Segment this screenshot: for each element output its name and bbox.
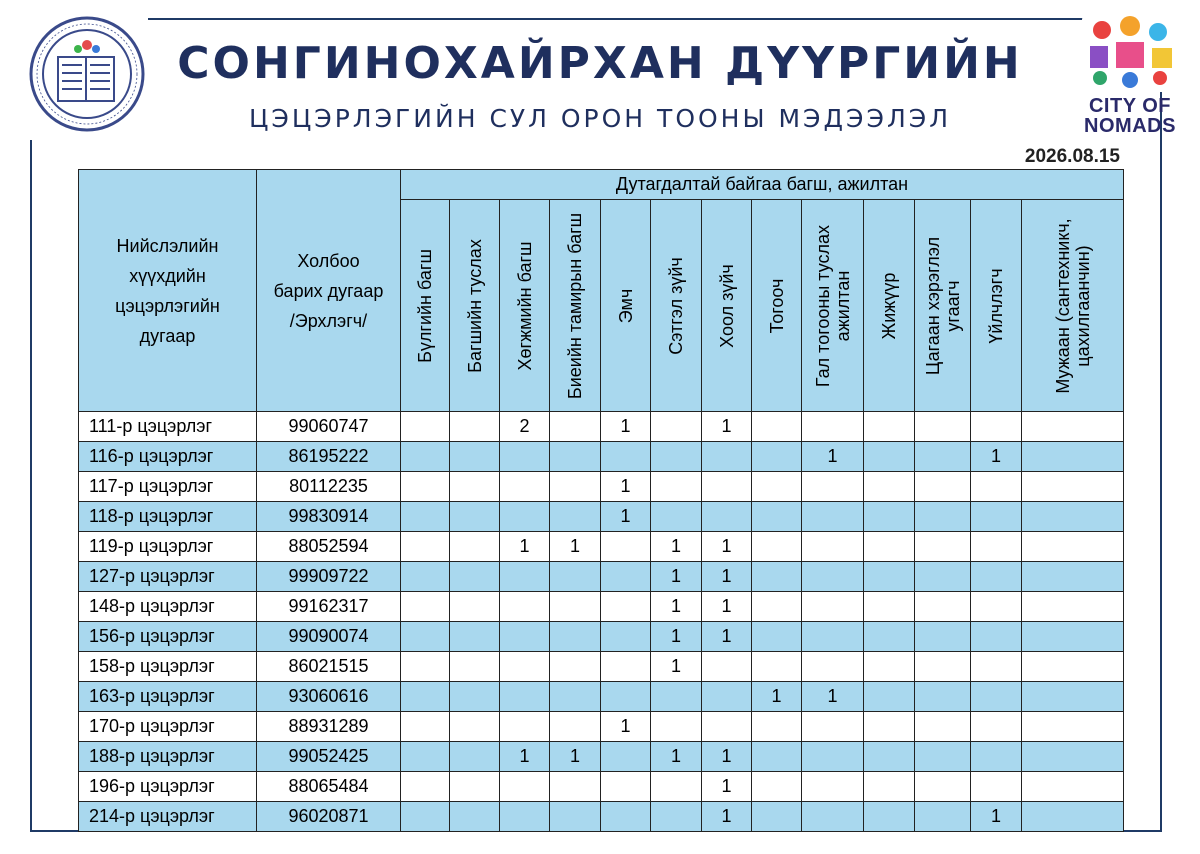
kindergarten-name-cell: 117-р цэцэрлэг — [79, 472, 257, 502]
vacancy-count-cell — [752, 772, 802, 802]
vacancy-count-cell: 1 — [601, 502, 651, 532]
position-header-label: Багшийн туслах — [464, 238, 485, 373]
position-header-label: Гал тогооны туслах ажилтан — [812, 224, 853, 387]
vacancy-count-cell — [651, 712, 702, 742]
vacancy-count-cell — [1022, 772, 1124, 802]
page-title: СОНГИНОХАЙРХАН ДҮҮРГИЙН — [177, 38, 1023, 89]
kindergarten-name-cell: 111-р цэцэрлэг — [79, 412, 257, 442]
vacancy-count-cell: 1 — [702, 802, 752, 832]
vacancy-count-cell — [702, 712, 752, 742]
vacancy-count-cell — [971, 532, 1022, 562]
table-row — [79, 502, 1124, 532]
vacancy-count-cell — [601, 532, 651, 562]
vacancy-count-cell — [651, 802, 702, 832]
vacancy-count-cell — [450, 802, 500, 832]
vacancy-count-cell — [971, 562, 1022, 592]
vacancy-count-cell — [601, 442, 651, 472]
position-header — [401, 200, 450, 412]
table-row — [79, 682, 1124, 712]
vacancy-count-cell: 1 — [752, 682, 802, 712]
vacancy-count-cell — [401, 622, 450, 652]
vacancy-count-cell — [1022, 652, 1124, 682]
education-department-logo — [28, 15, 146, 133]
vacancy-count-cell — [550, 802, 601, 832]
vacancy-count-cell: 1 — [971, 802, 1022, 832]
vacancy-count-cell — [915, 622, 971, 652]
vacancy-count-cell — [915, 442, 971, 472]
vacancy-count-cell — [802, 472, 864, 502]
vacancy-count-cell — [500, 442, 550, 472]
vacancy-count-cell — [915, 412, 971, 442]
phone-cell: 80112235 — [257, 472, 401, 502]
vacancy-count-cell — [915, 562, 971, 592]
vacancy-count-cell — [651, 502, 702, 532]
vacancy-count-cell: 1 — [651, 742, 702, 772]
vacancy-count-cell — [651, 472, 702, 502]
vacancy-count-cell — [802, 502, 864, 532]
vacancy-count-cell — [550, 412, 601, 442]
vacancy-count-cell — [601, 772, 651, 802]
vacancy-count-cell — [752, 802, 802, 832]
vacancy-count-cell — [1022, 622, 1124, 652]
kindergarten-name-cell: 116-р цэцэрлэг — [79, 442, 257, 472]
vacancy-count-cell — [601, 802, 651, 832]
position-header — [752, 200, 802, 412]
kindergarten-name-cell: 119-р цэцэрлэг — [79, 532, 257, 562]
vacancy-count-cell: 1 — [702, 412, 752, 442]
vacancy-count-cell — [864, 442, 915, 472]
vacancy-count-cell — [802, 532, 864, 562]
vacancy-count-cell — [450, 412, 500, 442]
position-header — [500, 200, 550, 412]
vacancy-count-cell — [550, 562, 601, 592]
vacancy-count-cell — [752, 442, 802, 472]
vacancy-count-cell: 1 — [702, 622, 752, 652]
vacancy-count-cell — [864, 412, 915, 442]
phone-cell: 88052594 — [257, 532, 401, 562]
vacancy-count-cell — [915, 772, 971, 802]
vacancy-count-cell: 1 — [601, 472, 651, 502]
position-header — [971, 200, 1022, 412]
position-header-label: Үйлчлэгч — [986, 267, 1006, 344]
vacancy-count-cell — [864, 622, 915, 652]
vacancy-count-cell — [401, 802, 450, 832]
table-row — [79, 592, 1124, 622]
phone-cell: 88065484 — [257, 772, 401, 802]
vacancy-count-cell — [500, 622, 550, 652]
position-header-label: Биеийн тамирын багш — [565, 212, 585, 399]
table-row — [79, 442, 1124, 472]
vacancy-count-cell — [550, 682, 601, 712]
kindergarten-name-cell: 156-р цэцэрлэг — [79, 622, 257, 652]
vacancy-count-cell — [752, 472, 802, 502]
vacancy-count-cell — [702, 652, 752, 682]
vacancy-count-cell — [1022, 562, 1124, 592]
vacancy-count-cell: 1 — [702, 532, 752, 562]
vacancy-table — [78, 169, 1124, 832]
position-header — [601, 200, 651, 412]
position-header — [915, 200, 971, 412]
vacancy-count-cell — [915, 532, 971, 562]
position-header — [1022, 200, 1124, 412]
vacancy-count-cell — [915, 472, 971, 502]
vacancy-count-cell — [500, 682, 550, 712]
frame-left-line — [30, 140, 32, 830]
vacancy-count-cell — [915, 742, 971, 772]
vacancy-count-cell — [864, 742, 915, 772]
vacancy-count-cell — [1022, 682, 1124, 712]
vacancy-count-cell — [601, 652, 651, 682]
kindergarten-name-cell: 127-р цэцэрлэг — [79, 562, 257, 592]
vacancy-count-cell — [450, 652, 500, 682]
vacancy-count-cell — [500, 652, 550, 682]
vacancy-count-cell — [601, 592, 651, 622]
vacancy-count-cell — [550, 442, 601, 472]
vacancy-count-cell — [915, 682, 971, 712]
vacancy-count-cell — [915, 802, 971, 832]
vacancy-count-cell: 1 — [971, 442, 1022, 472]
vacancy-count-cell: 1 — [802, 682, 864, 712]
vacancy-count-cell — [500, 712, 550, 742]
vacancy-count-cell — [450, 562, 500, 592]
vacancy-count-cell — [702, 502, 752, 532]
vacancy-count-cell — [550, 592, 601, 622]
vacancy-count-cell — [500, 592, 550, 622]
vacancy-count-cell — [971, 682, 1022, 712]
table-row — [79, 562, 1124, 592]
kindergarten-name-cell: 170-р цэцэрлэг — [79, 712, 257, 742]
vacancy-count-cell — [971, 412, 1022, 442]
vacancy-count-cell: 1 — [550, 742, 601, 772]
phone-cell: 86021515 — [257, 652, 401, 682]
vacancy-count-cell — [401, 562, 450, 592]
kindergarten-name-cell: 163-р цэцэрлэг — [79, 682, 257, 712]
position-header — [651, 200, 702, 412]
vacancy-count-cell — [864, 592, 915, 622]
vacancy-count-cell — [752, 562, 802, 592]
phone-cell: 99830914 — [257, 502, 401, 532]
position-header-label: Цагаан хэрэглэл угаагч — [922, 236, 963, 375]
vacancy-count-cell — [450, 712, 500, 742]
position-header — [864, 200, 915, 412]
vacancy-count-cell — [450, 502, 500, 532]
vacancy-count-cell — [401, 472, 450, 502]
vacancy-count-cell — [401, 682, 450, 712]
vacancy-count-cell — [864, 502, 915, 532]
vacancy-count-cell — [915, 652, 971, 682]
page-subtitle: ЦЭЦЭРЛЭГИЙН СУЛ ОРОН ТООНЫ МЭДЭЭЛЭЛ — [248, 104, 952, 133]
vacancy-count-cell — [971, 742, 1022, 772]
vacancy-count-cell — [401, 742, 450, 772]
logo-text-line1: CITY OF — [1088, 95, 1172, 117]
vacancy-count-cell — [1022, 802, 1124, 832]
position-header — [802, 200, 864, 412]
vacancy-count-cell — [864, 472, 915, 502]
vacancy-count-cell — [702, 682, 752, 712]
vacancy-count-cell — [971, 652, 1022, 682]
phone-cell: 99162317 — [257, 592, 401, 622]
position-header-label: Хоол зүйч — [716, 263, 737, 348]
position-header — [450, 200, 500, 412]
table-row — [79, 802, 1124, 832]
frame-right-line — [1160, 18, 1162, 830]
vacancy-count-cell — [915, 592, 971, 622]
vacancy-count-cell: 1 — [550, 532, 601, 562]
vacancy-count-cell — [401, 592, 450, 622]
vacancy-count-cell — [802, 712, 864, 742]
position-header-label: Хөгжмийн багш — [514, 241, 535, 370]
position-header-label: Эмч — [615, 288, 636, 323]
table-row — [79, 472, 1124, 502]
vacancy-count-cell — [651, 412, 702, 442]
vacancy-count-cell — [550, 622, 601, 652]
vacancy-count-cell — [971, 592, 1022, 622]
vacancy-count-cell — [702, 442, 752, 472]
vacancy-count-cell — [802, 742, 864, 772]
vacancy-count-cell — [915, 712, 971, 742]
vacancy-count-cell — [802, 772, 864, 802]
vacancy-count-cell — [401, 412, 450, 442]
position-header-label: Тогооч — [766, 278, 787, 333]
city-of-nomads-logo — [1072, 12, 1188, 138]
position-header-label: Мужаан (сантехникч, цахилгаанчин) — [1052, 217, 1093, 394]
vacancy-count-cell — [601, 682, 651, 712]
vacancy-count-cell — [752, 742, 802, 772]
vacancy-count-cell — [450, 622, 500, 652]
vacancy-count-cell: 1 — [702, 592, 752, 622]
vacancy-count-cell — [450, 742, 500, 772]
kindergarten-name-cell: 148-р цэцэрлэг — [79, 592, 257, 622]
vacancy-count-cell: 2 — [500, 412, 550, 442]
phone-cell: 86195222 — [257, 442, 401, 472]
vacancy-count-cell — [550, 772, 601, 802]
logo-text-line2: NOMADS — [1084, 115, 1176, 137]
vacancy-count-cell — [702, 472, 752, 502]
position-header — [702, 200, 752, 412]
phone-cell: 99060747 — [257, 412, 401, 442]
vacancy-count-cell — [864, 532, 915, 562]
vacancy-count-cell — [1022, 592, 1124, 622]
vacancy-count-cell: 1 — [601, 712, 651, 742]
phone-cell: 88931289 — [257, 712, 401, 742]
position-header-label: Сэтгэл зүйч — [666, 256, 686, 355]
position-header-label: Жижүүр — [879, 272, 899, 339]
vacancy-count-cell — [500, 562, 550, 592]
vacancy-count-cell — [450, 592, 500, 622]
phone-cell: 99090074 — [257, 622, 401, 652]
vacancy-count-cell — [550, 652, 601, 682]
table-row — [79, 712, 1124, 742]
vacancy-count-cell — [802, 592, 864, 622]
vacancy-count-cell — [1022, 532, 1124, 562]
kindergarten-name-cell: 158-р цэцэрлэг — [79, 652, 257, 682]
vacancy-count-cell — [601, 562, 651, 592]
kindergarten-column-header: Нийслэлийн хүүхдийн цэцэрлэгийн дугаар — [79, 170, 257, 412]
vacancy-count-cell — [864, 802, 915, 832]
frame-top-line — [148, 18, 1162, 20]
vacancy-count-cell — [752, 532, 802, 562]
table-row — [79, 622, 1124, 652]
vacancy-count-cell — [802, 622, 864, 652]
vacancy-count-cell — [752, 712, 802, 742]
table-row — [79, 772, 1124, 802]
vacancy-count-cell — [550, 502, 601, 532]
vacancy-count-cell — [601, 742, 651, 772]
vacancy-count-cell — [401, 502, 450, 532]
vacancy-count-cell — [971, 772, 1022, 802]
vacancy-count-cell — [1022, 412, 1124, 442]
vacancy-count-cell — [401, 712, 450, 742]
vacancy-count-cell — [651, 682, 702, 712]
phone-cell: 96020871 — [257, 802, 401, 832]
vacancy-count-cell — [802, 412, 864, 442]
vacancy-count-cell — [971, 712, 1022, 742]
vacancy-count-cell — [864, 712, 915, 742]
phone-cell: 99909722 — [257, 562, 401, 592]
vacancy-count-cell — [752, 592, 802, 622]
vacancy-count-cell — [651, 442, 702, 472]
vacancy-count-cell: 1 — [702, 772, 752, 802]
phone-column-header: Холбоо барих дугаар /Эрхлэгч/ — [257, 170, 401, 412]
vacancy-count-cell — [864, 682, 915, 712]
vacancy-count-cell: 1 — [500, 532, 550, 562]
table-row — [79, 742, 1124, 772]
vacancy-count-cell — [450, 532, 500, 562]
vacancy-count-cell — [1022, 442, 1124, 472]
vacancy-count-cell — [802, 562, 864, 592]
vacancy-count-cell — [450, 772, 500, 802]
vacancy-count-cell — [752, 412, 802, 442]
vacancy-count-cell: 1 — [651, 592, 702, 622]
vacancy-count-cell: 1 — [802, 442, 864, 472]
table-row — [79, 532, 1124, 562]
table-row — [79, 652, 1124, 682]
vacancy-count-cell: 1 — [651, 532, 702, 562]
vacancy-count-cell — [401, 442, 450, 472]
vacancy-count-cell: 1 — [651, 622, 702, 652]
vacancy-count-cell — [450, 472, 500, 502]
vacancy-count-cell — [864, 652, 915, 682]
vacancy-count-cell — [1022, 502, 1124, 532]
vacancy-count-cell — [401, 652, 450, 682]
kindergarten-name-cell: 188-р цэцэрлэг — [79, 742, 257, 772]
vacancy-count-cell: 1 — [651, 562, 702, 592]
vacancy-count-cell — [500, 502, 550, 532]
table-row — [79, 412, 1124, 442]
vacancy-count-cell — [864, 772, 915, 802]
vacancy-count-cell — [1022, 712, 1124, 742]
kindergarten-name-cell: 196-р цэцэрлэг — [79, 772, 257, 802]
vacancy-count-cell: 1 — [651, 652, 702, 682]
vacancy-count-cell — [1022, 742, 1124, 772]
vacancy-count-cell — [752, 502, 802, 532]
vacancy-count-cell — [601, 622, 651, 652]
vacancy-count-cell: 1 — [702, 562, 752, 592]
vacancy-count-cell: 1 — [601, 412, 651, 442]
vacancy-count-cell — [550, 472, 601, 502]
position-header — [550, 200, 601, 412]
vacancy-count-cell — [915, 502, 971, 532]
vacancy-count-cell — [651, 772, 702, 802]
phone-cell: 99052425 — [257, 742, 401, 772]
vacancy-count-cell — [752, 652, 802, 682]
vacancy-count-cell: 1 — [500, 742, 550, 772]
kindergarten-name-cell: 214-р цэцэрлэг — [79, 802, 257, 832]
vacancy-count-cell — [550, 712, 601, 742]
vacancy-count-cell — [450, 442, 500, 472]
vacancy-count-cell — [401, 532, 450, 562]
vacancy-count-cell — [500, 802, 550, 832]
vacancy-count-cell — [864, 562, 915, 592]
vacancy-count-cell — [971, 502, 1022, 532]
vacancy-count-cell — [971, 622, 1022, 652]
kindergarten-name-cell: 118-р цэцэрлэг — [79, 502, 257, 532]
vacancy-count-cell — [450, 682, 500, 712]
vacancy-count-cell — [752, 622, 802, 652]
vacancy-group-header: Дутагдалтай байгаа багш, ажилтан — [401, 170, 1124, 200]
vacancy-count-cell — [802, 802, 864, 832]
vacancy-count-cell — [802, 652, 864, 682]
phone-cell: 93060616 — [257, 682, 401, 712]
vacancy-count-cell — [500, 772, 550, 802]
vacancy-count-cell — [971, 472, 1022, 502]
position-header-label: Бүлгийн багш — [415, 248, 435, 363]
report-date: 2026.08.15 — [1024, 146, 1120, 167]
vacancy-count-cell — [1022, 472, 1124, 502]
vacancy-count-cell — [401, 772, 450, 802]
vacancy-count-cell: 1 — [702, 742, 752, 772]
vacancy-count-cell — [500, 472, 550, 502]
